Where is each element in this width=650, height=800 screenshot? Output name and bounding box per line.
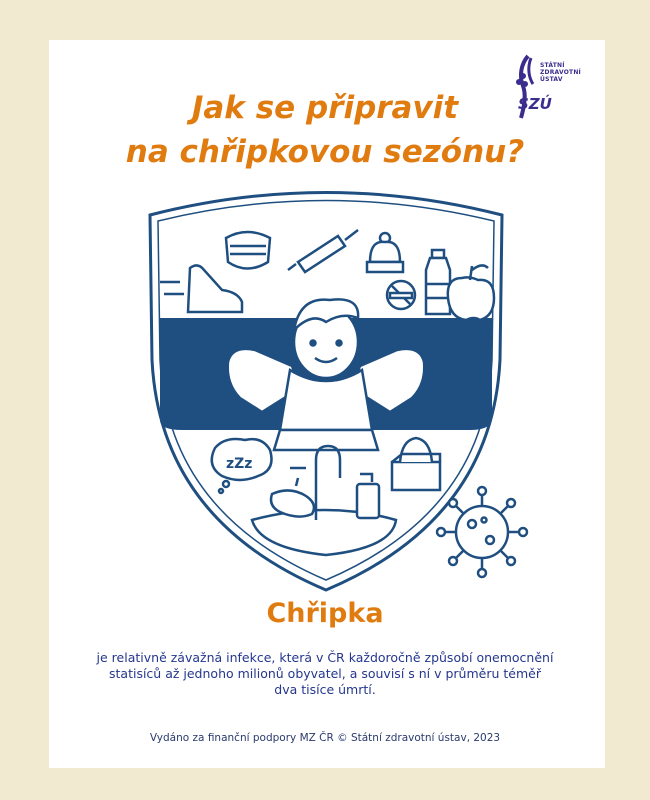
svg-text:zZz: zZz	[226, 456, 253, 472]
description-line1: je relativně závažná infekce, která v ČR každoročně způsobí onemocnění	[96, 650, 554, 665]
logo-line2: ZDRAVOTNÍ	[540, 69, 581, 76]
face-mask-icon	[226, 232, 270, 269]
no-smoking-icon	[387, 281, 415, 309]
water-bottle-icon	[426, 250, 450, 314]
footer-credit: Vydáno za finanční podpory MZ ČR © Státní zdravotní ústav, 2023	[149, 732, 501, 744]
description-line3: dva tisíce úmrtí.	[274, 682, 376, 697]
title-line1: Jak se připravit	[191, 90, 459, 126]
logo-abbreviation: SZÚ	[518, 95, 552, 113]
logo-line3: ÚSTAV	[540, 76, 563, 83]
section-heading: Chřipka	[266, 598, 384, 629]
description	[80, 650, 570, 698]
title-line2: na chřipkovou sezónu?	[125, 134, 525, 170]
virus-icon	[437, 487, 527, 577]
description-line2: statisíců až jednoho milionů obyvatel, a souvisí s ní v průměru téměř	[109, 666, 541, 681]
logo-line1: STÁTNÍ	[540, 62, 565, 69]
